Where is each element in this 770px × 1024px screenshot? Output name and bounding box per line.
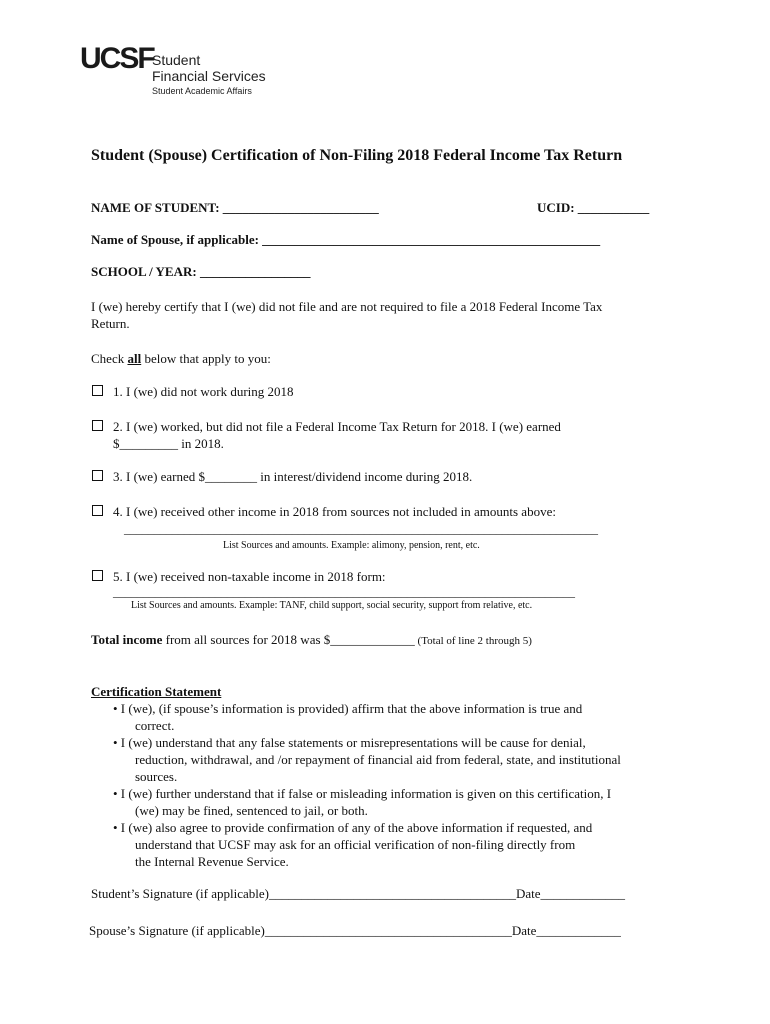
spouse-name-field[interactable]: Name of Spouse, if applicable: ____________________________________________________ (91, 232, 601, 247)
check-all: all (127, 351, 142, 366)
total-income-line[interactable] (91, 631, 532, 650)
option-3-text[interactable]: 3. I (we) earned $________ in interest/dividend income during 2018. (113, 469, 473, 484)
option-2-text-line2[interactable]: $_________ in 2018. (113, 436, 224, 451)
option-3-checkbox[interactable] (92, 470, 103, 481)
logo-line-financial-services: Financial Services (152, 68, 266, 84)
logo-line-student: Student (152, 52, 201, 68)
certify-text-line2: Return. (91, 316, 130, 331)
option-5-checkbox[interactable] (92, 570, 103, 581)
spouse-signature-line[interactable]: Spouse’s Signature (if applicable)______________________________________Date_____________ (89, 923, 621, 938)
cert-bullet-1-line2: correct. (135, 718, 175, 733)
certify-text-line1: I (we) hereby certify that I (we) did not file and are not required to file a 2018 Federal Income Tax (91, 299, 603, 314)
option-4-blank-line[interactable]: _______________________________________________________________________________ (124, 522, 598, 536)
total-income-text: from all sources for 2018 was $_____________ (162, 632, 415, 647)
option-4-caption: List Sources and amounts. Example: alimony, pension, rent, etc. (223, 540, 480, 551)
option-4-text: 4. I (we) received other income in 2018 from sources not included in amounts above: (113, 504, 556, 519)
option-2-text-line1: 2. I (we) worked, but did not file a Federal Income Tax Return for 2018. I (we) earned (113, 419, 561, 434)
cert-bullet-3-line2: (we) may be fined, sentenced to jail, or both. (135, 803, 368, 818)
logo-line-academic-affairs: Student Academic Affairs (152, 86, 252, 96)
student-signature-line[interactable]: Student’s Signature (if applicable)______________________________________Date_____________ (91, 886, 626, 901)
document-title: Student (Spouse) Certification of Non-Filing 2018 Federal Income Tax Return (91, 147, 623, 164)
option-1-checkbox[interactable] (92, 385, 103, 396)
cert-bullet-4-line1: • I (we) also agree to provide confirmation of any of the above information if requested, and (113, 820, 593, 835)
total-income-note: (Total of line 2 through 5) (414, 635, 532, 647)
cert-bullet-4-line2: understand that UCSF may ask for an official verification of non-filing directly from (135, 837, 576, 852)
check-instruction (91, 350, 271, 367)
ucsf-logo-mark: UCSF (80, 42, 154, 75)
option-5-text: 5. I (we) received non-taxable income in 2018 form: (113, 569, 386, 584)
cert-bullet-2-line1: • I (we) understand that any false statements or misrepresentations will be cause for denial, (113, 735, 586, 750)
option-1-text: 1. I (we) did not work during 2018 (113, 384, 294, 399)
cert-bullet-2-line2: reduction, withdrawal, and /or repayment of financial aid from federal, state, and institutional (135, 752, 621, 767)
ucid-field[interactable]: UCID: ___________ (537, 200, 650, 215)
check-suffix: below that apply to you: (141, 351, 271, 366)
cert-bullet-2-line3: sources. (135, 769, 178, 784)
option-2-checkbox[interactable] (92, 420, 103, 431)
option-5-caption: List Sources and amounts. Example: TANF, child support, social security, support from relative, etc. (131, 600, 533, 611)
cert-bullet-3-line1: • I (we) further understand that if false or misleading information is given on this certification, I (113, 786, 612, 801)
certification-heading: Certification Statement (91, 684, 222, 699)
cert-bullet-4-line3: the Internal Revenue Service. (135, 854, 289, 869)
name-of-student-field[interactable]: NAME OF STUDENT: ________________________ (91, 200, 379, 215)
option-5-blank-line[interactable]: _____________________________________________________________________________ (113, 585, 575, 599)
check-prefix: Check (91, 351, 128, 366)
option-4-checkbox[interactable] (92, 505, 103, 516)
school-year-field[interactable]: SCHOOL / YEAR: _________________ (91, 264, 311, 279)
cert-bullet-1-line1: • I (we), (if spouse’s information is provided) affirm that the above information is true and (113, 701, 583, 716)
total-income-label: Total income (91, 632, 163, 647)
